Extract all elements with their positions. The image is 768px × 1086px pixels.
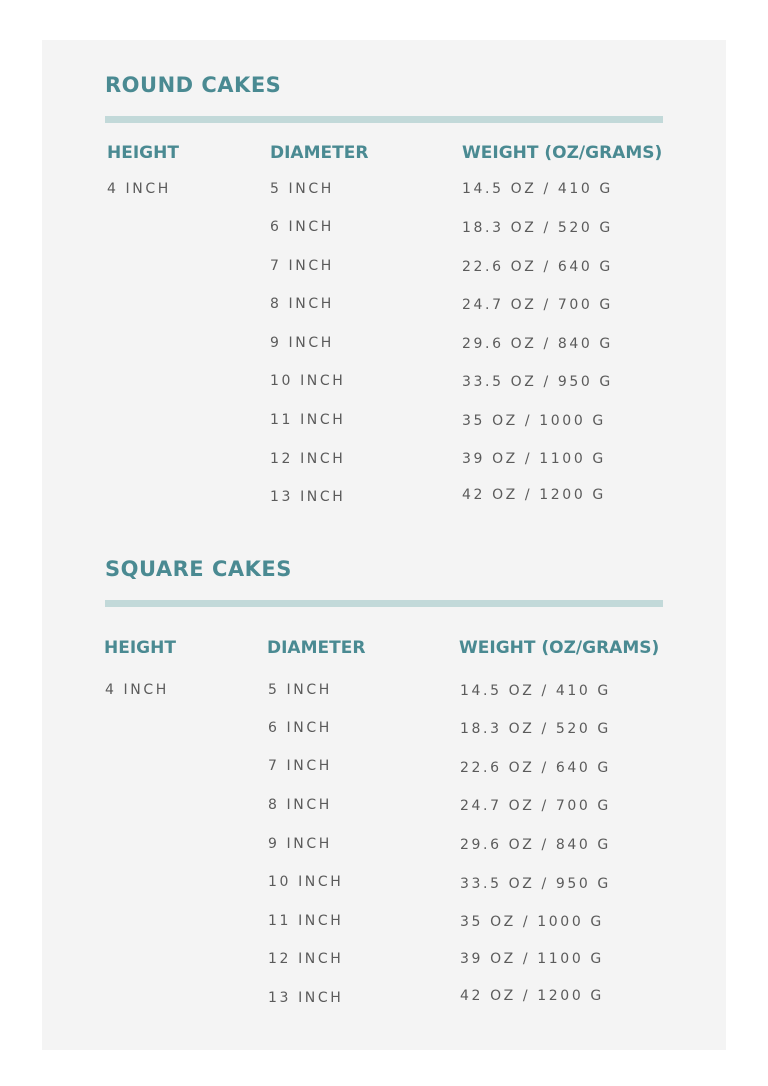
weight-cell: 42 OZ / 1200 G (462, 487, 606, 503)
weight-cell: 33.5 OZ / 950 G (462, 374, 613, 390)
diameter-cell: 10 INCH (270, 373, 346, 389)
column-header-weight: WEIGHT (OZ/GRAMS) (459, 638, 660, 658)
weight-cell: 18.3 OZ / 520 G (460, 721, 611, 737)
weight-cell: 14.5 OZ / 410 G (462, 181, 613, 197)
diameter-cell: 8 INCH (268, 797, 332, 813)
cake-size-chart-card (42, 40, 726, 1050)
section-title: SQUARE CAKES (105, 557, 292, 581)
diameter-cell: 11 INCH (270, 412, 346, 428)
diameter-cell: 12 INCH (270, 451, 346, 467)
section-divider (105, 600, 663, 607)
height-value: 4 INCH (107, 181, 171, 197)
weight-cell: 29.6 OZ / 840 G (460, 837, 611, 853)
diameter-cell: 5 INCH (268, 682, 332, 698)
weight-cell: 35 OZ / 1000 G (460, 914, 604, 930)
diameter-cell: 10 INCH (268, 874, 344, 890)
diameter-cell: 5 INCH (270, 181, 334, 197)
diameter-cell: 7 INCH (268, 758, 332, 774)
diameter-cell: 13 INCH (268, 990, 344, 1006)
column-header-weight: WEIGHT (OZ/GRAMS) (462, 143, 663, 163)
column-header-height: HEIGHT (104, 638, 176, 658)
diameter-cell: 6 INCH (268, 720, 332, 736)
diameter-cell: 13 INCH (270, 489, 346, 505)
weight-cell: 29.6 OZ / 840 G (462, 336, 613, 352)
section-divider (105, 116, 663, 123)
diameter-cell: 7 INCH (270, 258, 334, 274)
weight-cell: 35 OZ / 1000 G (462, 413, 606, 429)
weight-cell: 22.6 OZ / 640 G (462, 259, 613, 275)
diameter-cell: 11 INCH (268, 913, 344, 929)
column-header-diameter: DIAMETER (267, 638, 366, 658)
diameter-cell: 12 INCH (268, 951, 344, 967)
diameter-cell: 8 INCH (270, 296, 334, 312)
diameter-cell: 9 INCH (268, 836, 332, 852)
weight-cell: 22.6 OZ / 640 G (460, 760, 611, 776)
weight-cell: 39 OZ / 1100 G (460, 951, 604, 967)
column-header-height: HEIGHT (107, 143, 179, 163)
weight-cell: 42 OZ / 1200 G (460, 988, 604, 1004)
diameter-cell: 6 INCH (270, 219, 334, 235)
weight-cell: 33.5 OZ / 950 G (460, 876, 611, 892)
diameter-cell: 9 INCH (270, 335, 334, 351)
height-value: 4 INCH (105, 682, 169, 698)
weight-cell: 39 OZ / 1100 G (462, 451, 606, 467)
weight-cell: 14.5 OZ / 410 G (460, 683, 611, 699)
weight-cell: 18.3 OZ / 520 G (462, 220, 613, 236)
weight-cell: 24.7 OZ / 700 G (460, 798, 611, 814)
weight-cell: 24.7 OZ / 700 G (462, 297, 613, 313)
column-header-diameter: DIAMETER (270, 143, 369, 163)
section-title: ROUND CAKES (105, 73, 282, 97)
